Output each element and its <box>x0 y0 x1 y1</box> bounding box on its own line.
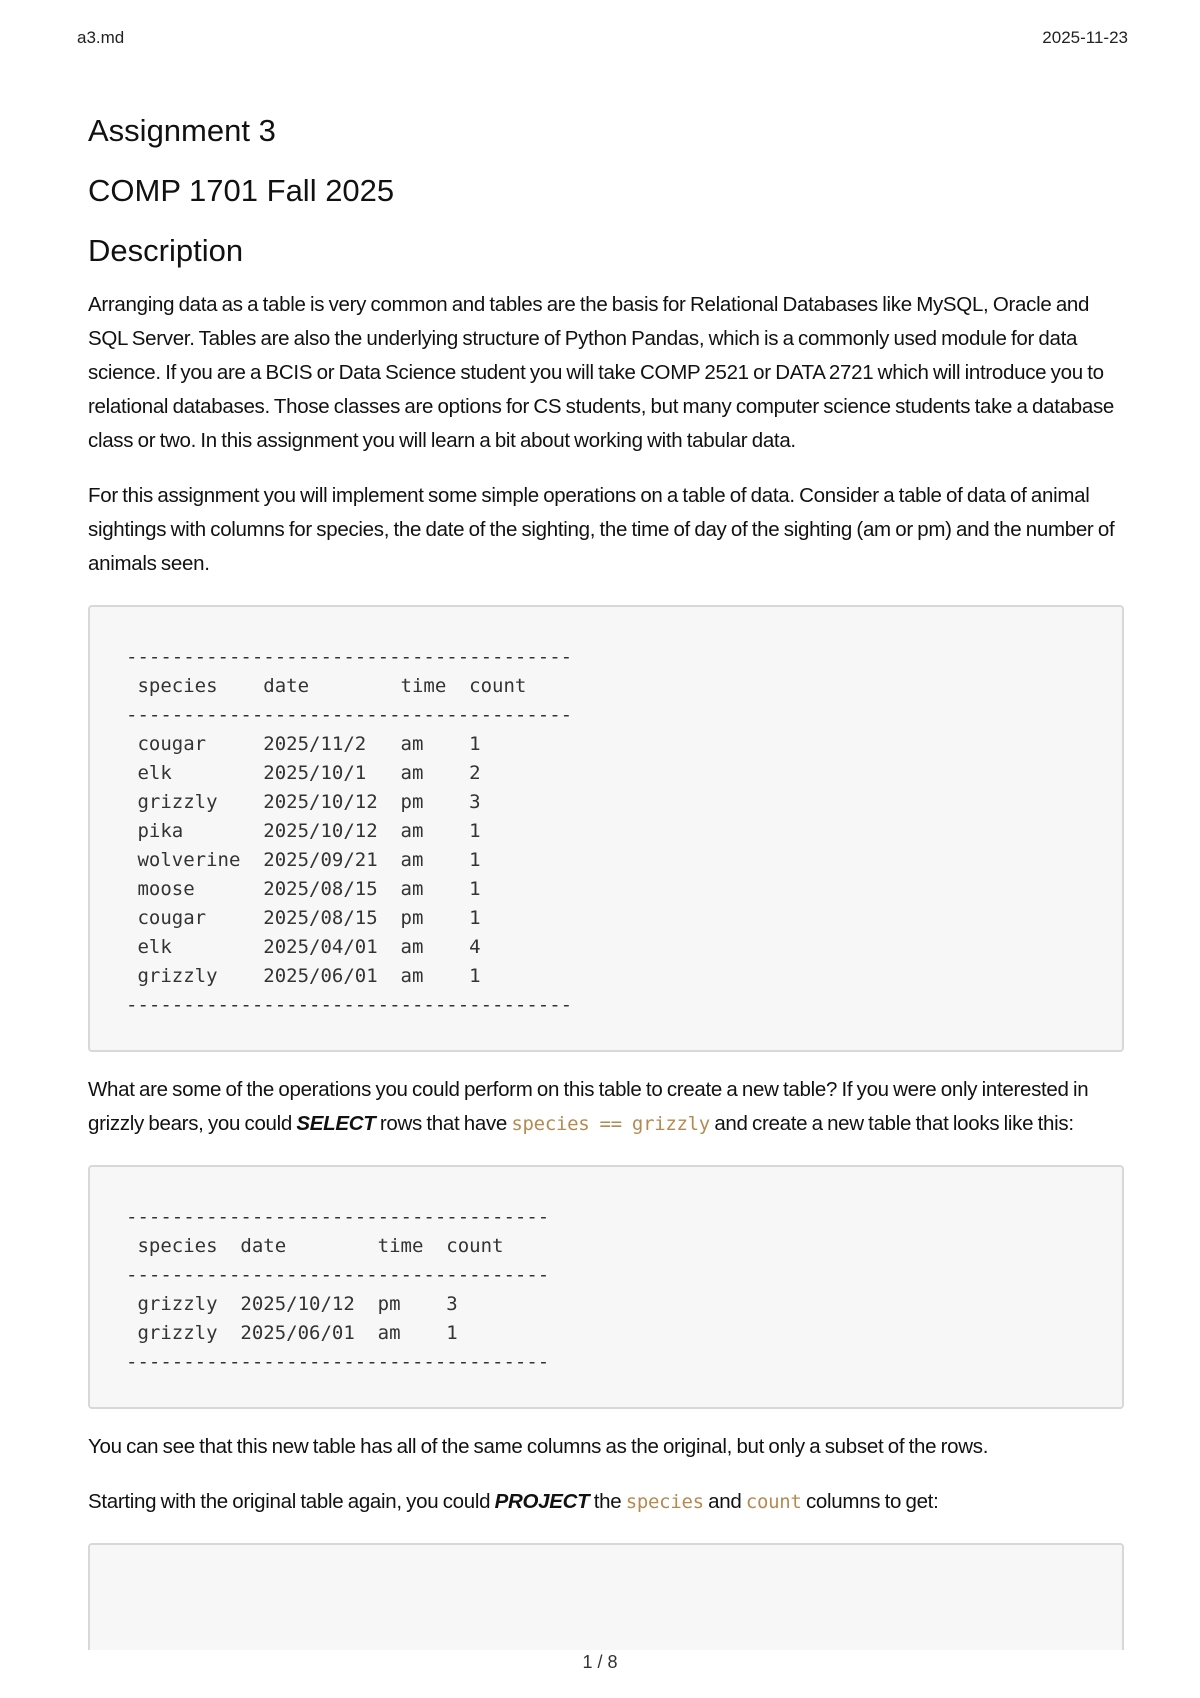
code-block-projection-table <box>88 1543 1124 1650</box>
paragraph-project-explanation <box>88 1485 1124 1519</box>
paragraph-subset-note: You can see that this new table has all of the same columns as the original, but only a subset of the rows. <box>88 1435 989 1458</box>
text-segment: What are some of the operations you could perform on this table to create a new table? If you were only interested in grizzly bears, you could <box>88 1078 1089 1135</box>
paragraph-assignment-overview: For this assignment you will implement some simple operations on a table of data. Consider a table of data of animal sightings with columns for species, the date of the sighting, the time of day of the sighting (am or pm) and the number of animals seen. <box>88 484 1115 575</box>
document-content <box>88 108 1124 1650</box>
inline-code-species-grizzly: species == grizzly <box>511 1113 710 1135</box>
text-segment: columns to get: <box>801 1490 939 1513</box>
code-grizzly-table: ------------------------------------- species date time count ------------------------------------- grizzly 2025/10/12 pm 3 grizzly 2025/06/01 am 1 ------------------------------------- <box>126 1206 550 1373</box>
header-date: 2025-11-23 <box>1042 28 1128 47</box>
inline-code-count: count <box>745 1491 802 1513</box>
code-block-sightings-table <box>88 605 1124 1052</box>
heading-assignment: Assignment 3 <box>88 113 276 148</box>
heading-description: Description <box>88 233 244 268</box>
code-block-grizzly-table <box>88 1165 1124 1409</box>
text-segment: rows that have <box>375 1112 512 1135</box>
text-segment: and <box>703 1490 746 1513</box>
text-segment: the <box>589 1490 626 1513</box>
inline-code-species: species <box>625 1491 704 1513</box>
filename: a3.md <box>77 28 125 47</box>
code-sightings-table: --------------------------------------- species date time count --------------------------------------- cougar 2025/11/2 am 1 elk 2025/10/1 am 2 grizzly 2025/10/12 pm 3 pika 2025/10/12 am 1 wolverine 2025/09/21 am 1 moose 2025/08/15 am 1 cougar 2025/08/15 pm 1 elk 2025/04/01 am 4 grizzly 2025/06/01 am 1 --------------------------------------- <box>126 646 573 1016</box>
paragraph-select-explanation <box>88 1073 1124 1141</box>
page-number: 1 / 8 <box>582 1652 618 1672</box>
text-segment: and create a new table that looks like this: <box>709 1112 1074 1135</box>
paragraph-intro: Arranging data as a table is very common and tables are the basis for Relational Databases like MySQL, Oracle and SQL Server. Tables are also the underlying structure of Python Pandas, which is a commonly used module for data science. If you are a BCIS or Data Science student you will take COMP 2521 or DATA 2721 which will introduce you to relational databases. Those classes are options for CS students, but many computer science students take a database class or two. In this assignment you will learn a bit about working with tabular data. <box>88 293 1114 452</box>
keyword-project: PROJECT <box>494 1490 590 1513</box>
keyword-select: SELECT <box>296 1112 376 1135</box>
text-segment: Starting with the original table again, you could <box>88 1490 495 1513</box>
heading-course: COMP 1701 Fall 2025 <box>88 173 395 208</box>
